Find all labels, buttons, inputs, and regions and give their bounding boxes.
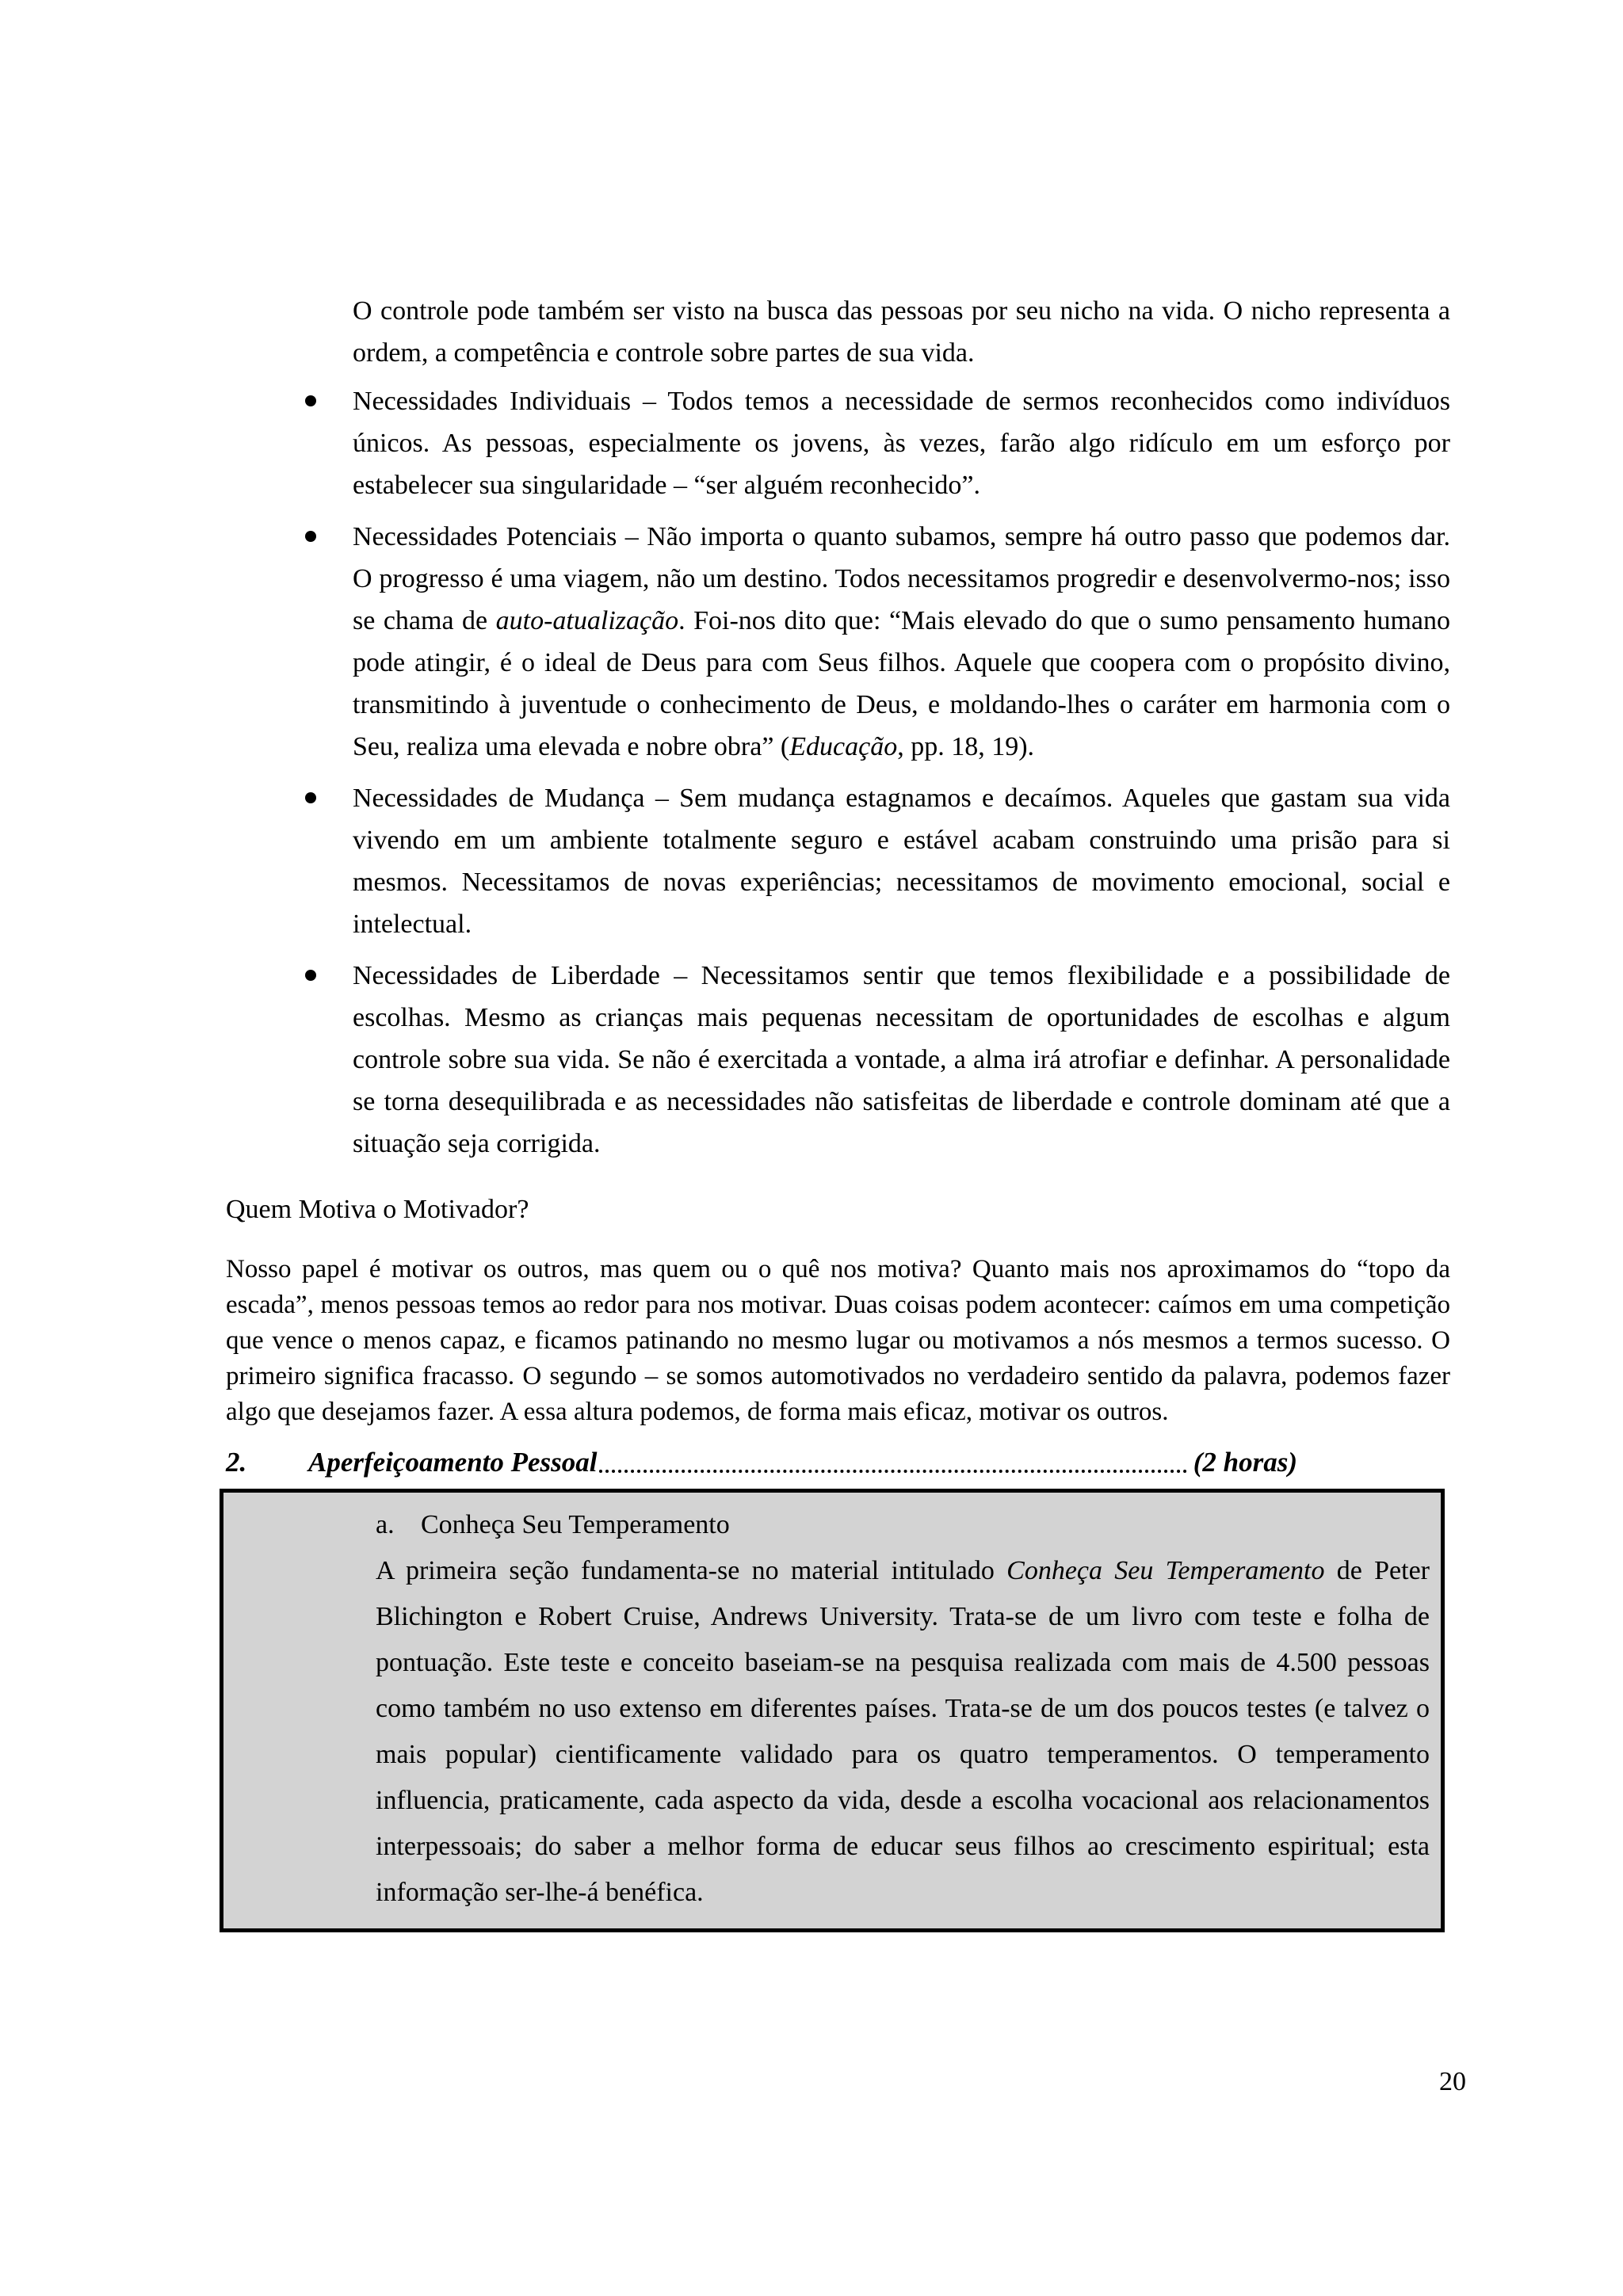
bullet-icon bbox=[305, 970, 316, 981]
bullet-item-potential-needs bbox=[226, 516, 1450, 768]
page-number: 20 bbox=[1439, 2067, 1466, 2096]
section-heading: Quem Motiva o Motivador? bbox=[226, 1195, 529, 1224]
bullet-icon bbox=[305, 395, 316, 406]
agenda-line bbox=[226, 1444, 1297, 1481]
bullet-item-freedom-needs bbox=[226, 955, 1450, 1165]
bullet-text: Necessidades Potenciais – Não importa o quanto subamos, sempre há outro passo que podemos dar. O progresso é uma viagem, não um destino. Todos necessitamos progredir e desenvolvermo-nos; isso se chama de auto-atualização. Foi-nos dito que: “Mais elevado do que o sumo pensamento humano pode atingir, é o ideal de Deus para com Seus filhos. Aquele que coopera com o propósito divino, transmitindo à juventude o conhecimento de Deus, e moldando-lhes o caráter em harmonia com o Seu, realiza uma elevada e nobre obra” (Educação, pp. 18, 19). bbox=[353, 522, 1450, 761]
highlight-box bbox=[220, 1489, 1445, 1932]
bullet-text: Necessidades de Mudança – Sem mudança estagnamos e decaímos. Aqueles que gastam sua vida vivendo em um ambiente totalmente seguro e estável acabam construindo uma prisão para si mesmos. Necessitamos de novas experiências; necessitamos de movimento emocional, social e intelectual. bbox=[353, 784, 1450, 939]
text-column bbox=[226, 290, 1450, 1932]
box-item-title: Conheça Seu Temperamento bbox=[421, 1510, 730, 1539]
agenda-item-title: Aperfeiçoamento Pessoal bbox=[308, 1447, 598, 1478]
bullet-text: Necessidades de Liberdade – Necessitamos sentir que temos flexibilidade e a possibilidade de escolhas. Mesmo as crianças mais pequenas necessitam de oportunidades de escolhas e algum controle sobre sua vida. Se não é exercitada a vontade, a alma irá atrofiar e definhar. A personalidade se torna desequilibrada e as necessidades não satisfeitas de liberdade e controle dominam até que a situação seja corrigida. bbox=[353, 961, 1450, 1158]
bullet-text: Necessidades Individuais – Todos temos a necessidade de sermos reconhecidos como indivíduos únicos. As pessoas, especialmente os jovens, às vezes, farão algo ridículo em um esforço por estabelecer sua singularidade – “ser alguém reconhecido”. bbox=[353, 387, 1450, 500]
box-item-label: a. bbox=[376, 1510, 395, 1539]
dotted-leader bbox=[599, 1470, 1187, 1473]
bullet-item-change-needs bbox=[226, 777, 1450, 945]
agenda-item-number: 2. bbox=[226, 1447, 247, 1478]
bullet-icon bbox=[305, 531, 316, 542]
needs-bullet-list bbox=[226, 380, 1450, 1165]
box-body-paragraph: A primeira seção fundamenta-se no material intitulado Conheça Seu Temperamento de Peter Blichington e Robert Cruise, Andrews University. Trata-se de um livro com teste e folha de pontuação. Este teste e conceito baseiam-se na pesquisa realizada com mais de 4.500 pessoas como também no uso extenso em diferentes países. Trata-se de um dos poucos testes (e talvez o mais popular) cientificamente validado para os quatro temperamentos. O temperamento influencia, praticamente, cada aspecto da vida, desde a escolha vocacional aos relacionamentos interpessoais; do saber a melhor forma de educar seus filhos ao crescimento espiritual; esta informação ser-lhe-á benéfica. bbox=[376, 1556, 1430, 1907]
box-title-line bbox=[376, 1502, 1430, 1548]
bullet-item-individual-needs bbox=[226, 380, 1450, 506]
agenda-item-duration: (2 horas) bbox=[1193, 1447, 1297, 1478]
bullet-icon bbox=[305, 792, 316, 803]
intro-paragraph: O controle pode também ser visto na busca das pessoas por seu nicho na vida. O nicho representa a ordem, a competência e controle sobre partes de sua vida. bbox=[353, 296, 1450, 368]
section-paragraph: Nosso papel é motivar os outros, mas quem ou o quê nos motiva? Quanto mais nos aproximamos do “topo da escada”, menos pessoas temos ao redor para nos motivar. Duas coisas podem acontecer: caímos em uma competição que vence o menos capaz, e ficamos patinando no mesmo lugar ou motivamos a nós mesmos a termos sucesso. O primeiro significa fracasso. O segundo – se somos automotivados no verdadeiro sentido da palavra, podemos fazer algo que desejamos fazer. A essa altura podemos, de forma mais eficaz, motivar os outros. bbox=[226, 1255, 1450, 1426]
